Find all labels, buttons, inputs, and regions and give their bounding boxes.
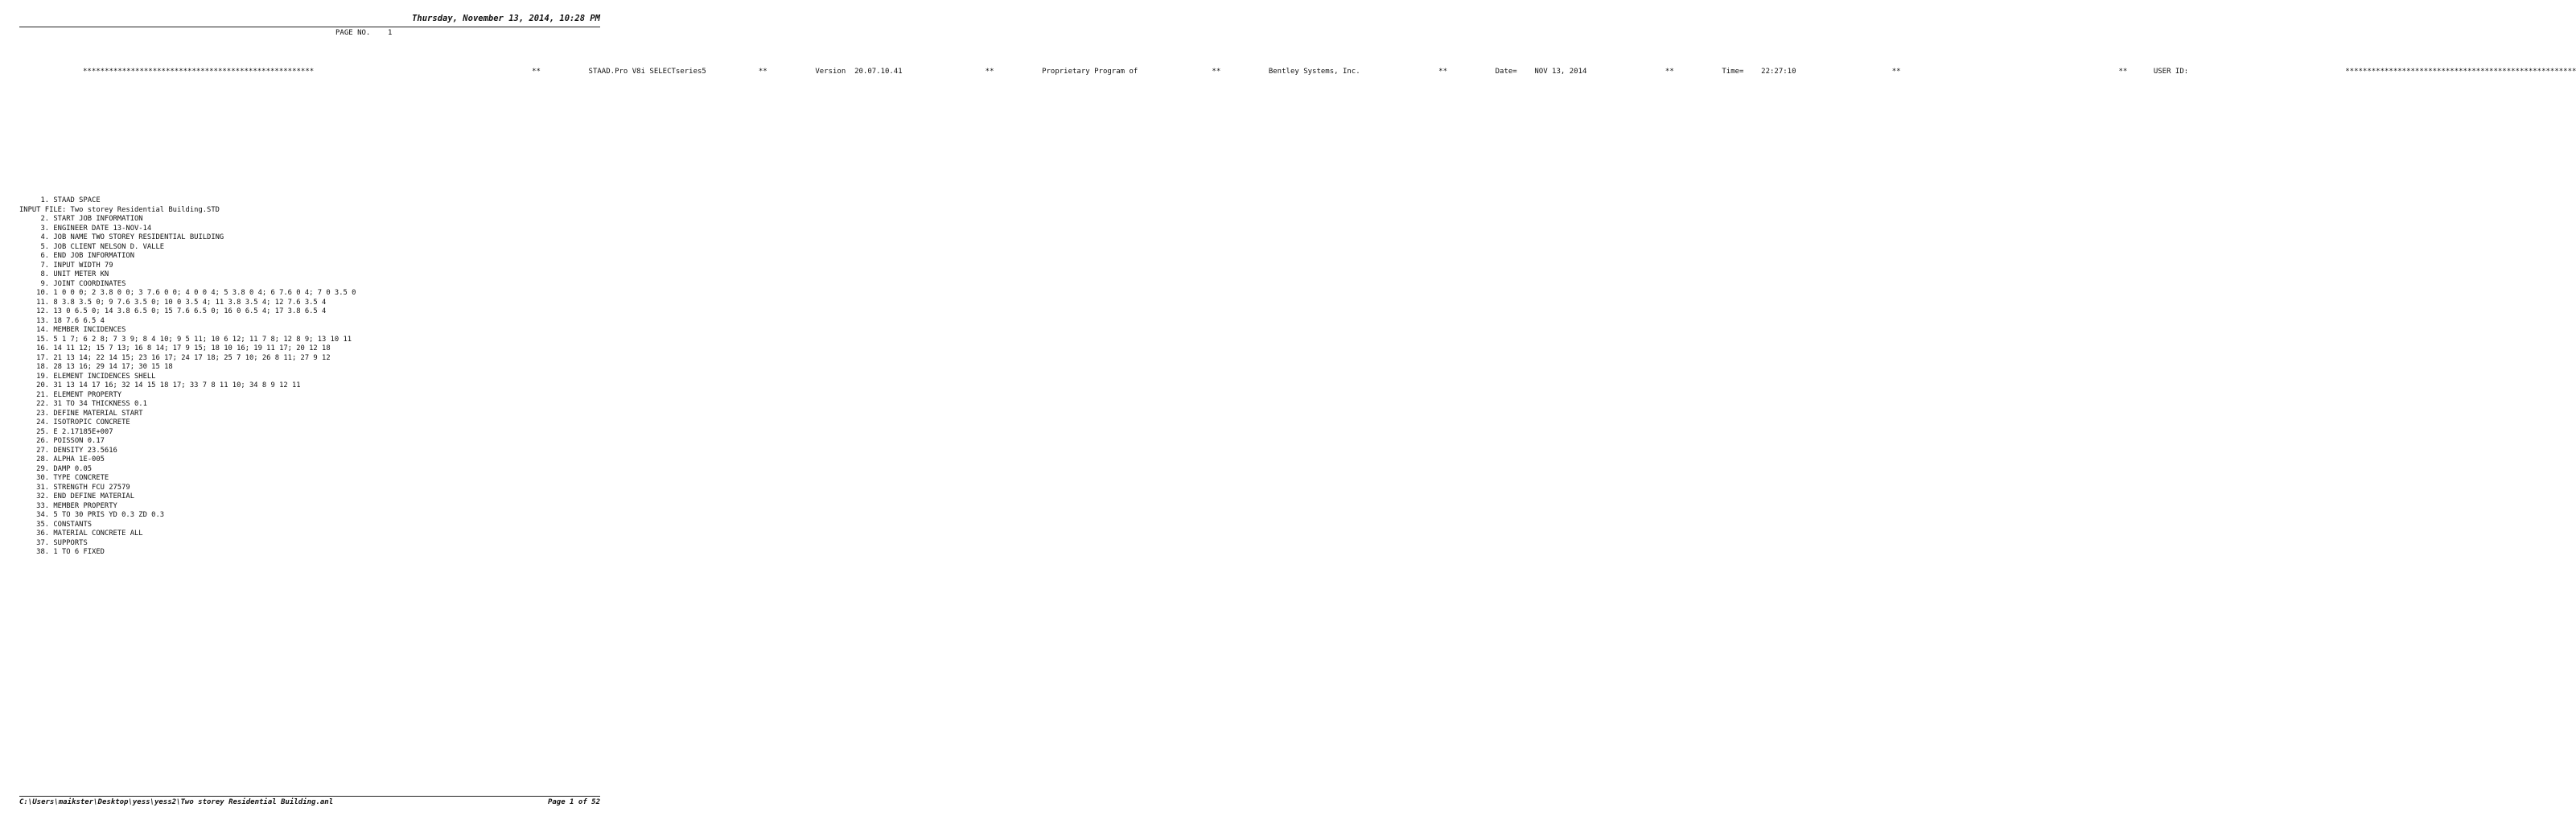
listing-line: 36. MATERIAL CONCRETE ALL: [19, 529, 143, 538]
listing-line: 31. STRENGTH FCU 27579: [19, 483, 130, 492]
banner-line: ****************************************************: [2349, 68, 2576, 76]
banner-line: * *: [309, 68, 537, 76]
footer-page-count: Page 1 of 52: [547, 798, 600, 806]
header-datetime: Thursday, November 13, 2014, 10:28 PM: [412, 14, 600, 23]
listing-line: 20. 31 13 14 17 16; 32 14 15 18 17; 33 7 8 11 10; 34 8 9 12 11: [19, 381, 301, 389]
listing-line: 38. 1 TO 6 FIXED: [19, 548, 105, 556]
listing-line: 30. TYPE CONCRETE: [19, 474, 109, 482]
listing-line: 37. SUPPORTS: [19, 538, 88, 547]
listing-line: 23. DEFINE MATERIAL START: [19, 409, 143, 418]
page-number-label: PAGE NO. 1: [335, 29, 393, 37]
listing-line: 18. 28 13 16; 29 14 17; 30 15 18: [19, 363, 173, 371]
listing-line: 16. 14 11 12; 15 7 13; 16 8 14; 17 9 15; 18 10 16; 19 11 17; 20 12 18: [19, 344, 331, 352]
banner-line: * Bentley Systems, Inc. *: [1216, 68, 1443, 76]
listing-line: 21. ELEMENT PROPERTY: [19, 390, 122, 399]
footer-file-path: C:\Users\maikster\Desktop\yess\yess2\Two storey Residential Building.anl: [19, 798, 334, 806]
listing-line: 5. JOB CLIENT NELSON D. VALLE: [19, 242, 165, 251]
listing-line: 10. 1 0 0 0; 2 3.8 0 0; 3 7.6 0 0; 4 0 0 4; 5 3.8 0 4; 6 7.6 0 4; 7 0 3.5 0: [19, 289, 356, 297]
listing-line: 8. UNIT METER KN: [19, 270, 109, 278]
listing-line: 35. CONSTANTS: [19, 520, 93, 529]
banner-line: * Date= NOV 13, 2014 *: [1442, 68, 1670, 76]
listing-line: 7. INPUT WIDTH 79: [19, 261, 113, 270]
listing-line: 6. END JOB INFORMATION: [19, 252, 134, 260]
listing-line: 29. DAMP 0.05: [19, 464, 93, 473]
banner-line: * Time= 22:27:10 *: [1669, 68, 1897, 76]
listing-line: INPUT FILE: Two storey Residential Building.STD: [19, 205, 220, 214]
listing-line: 9. JOINT COORDINATES: [19, 279, 126, 288]
listing-line: 11. 8 3.8 3.5 0; 9 7.6 3.5 0; 10 0 3.5 4; 11 3.8 3.5 4; 12 7.6 3.5 4: [19, 298, 327, 307]
listing-line: 27. DENSITY 23.5616: [19, 446, 117, 455]
listing-line: 24. ISOTROPIC CONCRETE: [19, 418, 130, 426]
input-file-listing: [19, 196, 356, 558]
listing-line: 13. 18 7.6 6.5 4: [19, 316, 105, 325]
banner-line: * Version 20.07.10.41 *: [763, 68, 990, 76]
footer-rule: [19, 796, 600, 797]
listing-line: 32. END DEFINE MATERIAL: [19, 492, 134, 501]
listing-line: 28. ALPHA 1E-005: [19, 455, 105, 464]
listing-line: 19. ELEMENT INCIDENCES SHELL: [19, 372, 156, 381]
listing-line: 25. E 2.17185E+007: [19, 427, 113, 436]
listing-line: 22. 31 TO 34 THICKNESS 0.1: [19, 400, 147, 408]
listing-line: 15. 5 1 7; 6 2 8; 7 3 9; 8 4 10; 9 5 11; 10 6 12; 11 7 8; 12 8 9; 13 10 11: [19, 335, 352, 344]
banner-line: * STAAD.Pro V8i SELECTseries5 *: [536, 68, 763, 76]
listing-line: 12. 13 0 6.5 0; 14 3.8 6.5 0; 15 7.6 6.5 0; 16 0 6.5 4; 17 3.8 6.5 4: [19, 307, 327, 315]
listing-line: 26. POISSON 0.17: [19, 437, 105, 445]
listing-line: 4. JOB NAME TWO STOREY RESIDENTIAL BUILDING: [19, 233, 224, 241]
listing-line: 3. ENGINEER DATE 13-NOV-14: [19, 224, 152, 233]
banner-line: * *: [1896, 68, 2123, 76]
listing-line: 33. MEMBER PROPERTY: [19, 501, 117, 510]
banner-line: * Proprietary Program of *: [990, 68, 1216, 76]
listing-line: 2. START JOB INFORMATION: [19, 215, 143, 223]
listing-line: 14. MEMBER INCIDENCES: [19, 326, 126, 334]
listing-line: 17. 21 13 14; 22 14 15; 23 16 17; 24 17 18; 25 7 10; 26 8 11; 27 9 12: [19, 353, 331, 362]
banner-line: * USER ID: *: [2122, 68, 2350, 76]
banner-line: ****************************************************: [83, 68, 310, 76]
listing-line: 1. STAAD SPACE: [19, 196, 101, 204]
program-banner: [83, 68, 2576, 77]
listing-line: 34. 5 TO 30 PRIS YD 0.3 ZD 0.3: [19, 511, 165, 519]
